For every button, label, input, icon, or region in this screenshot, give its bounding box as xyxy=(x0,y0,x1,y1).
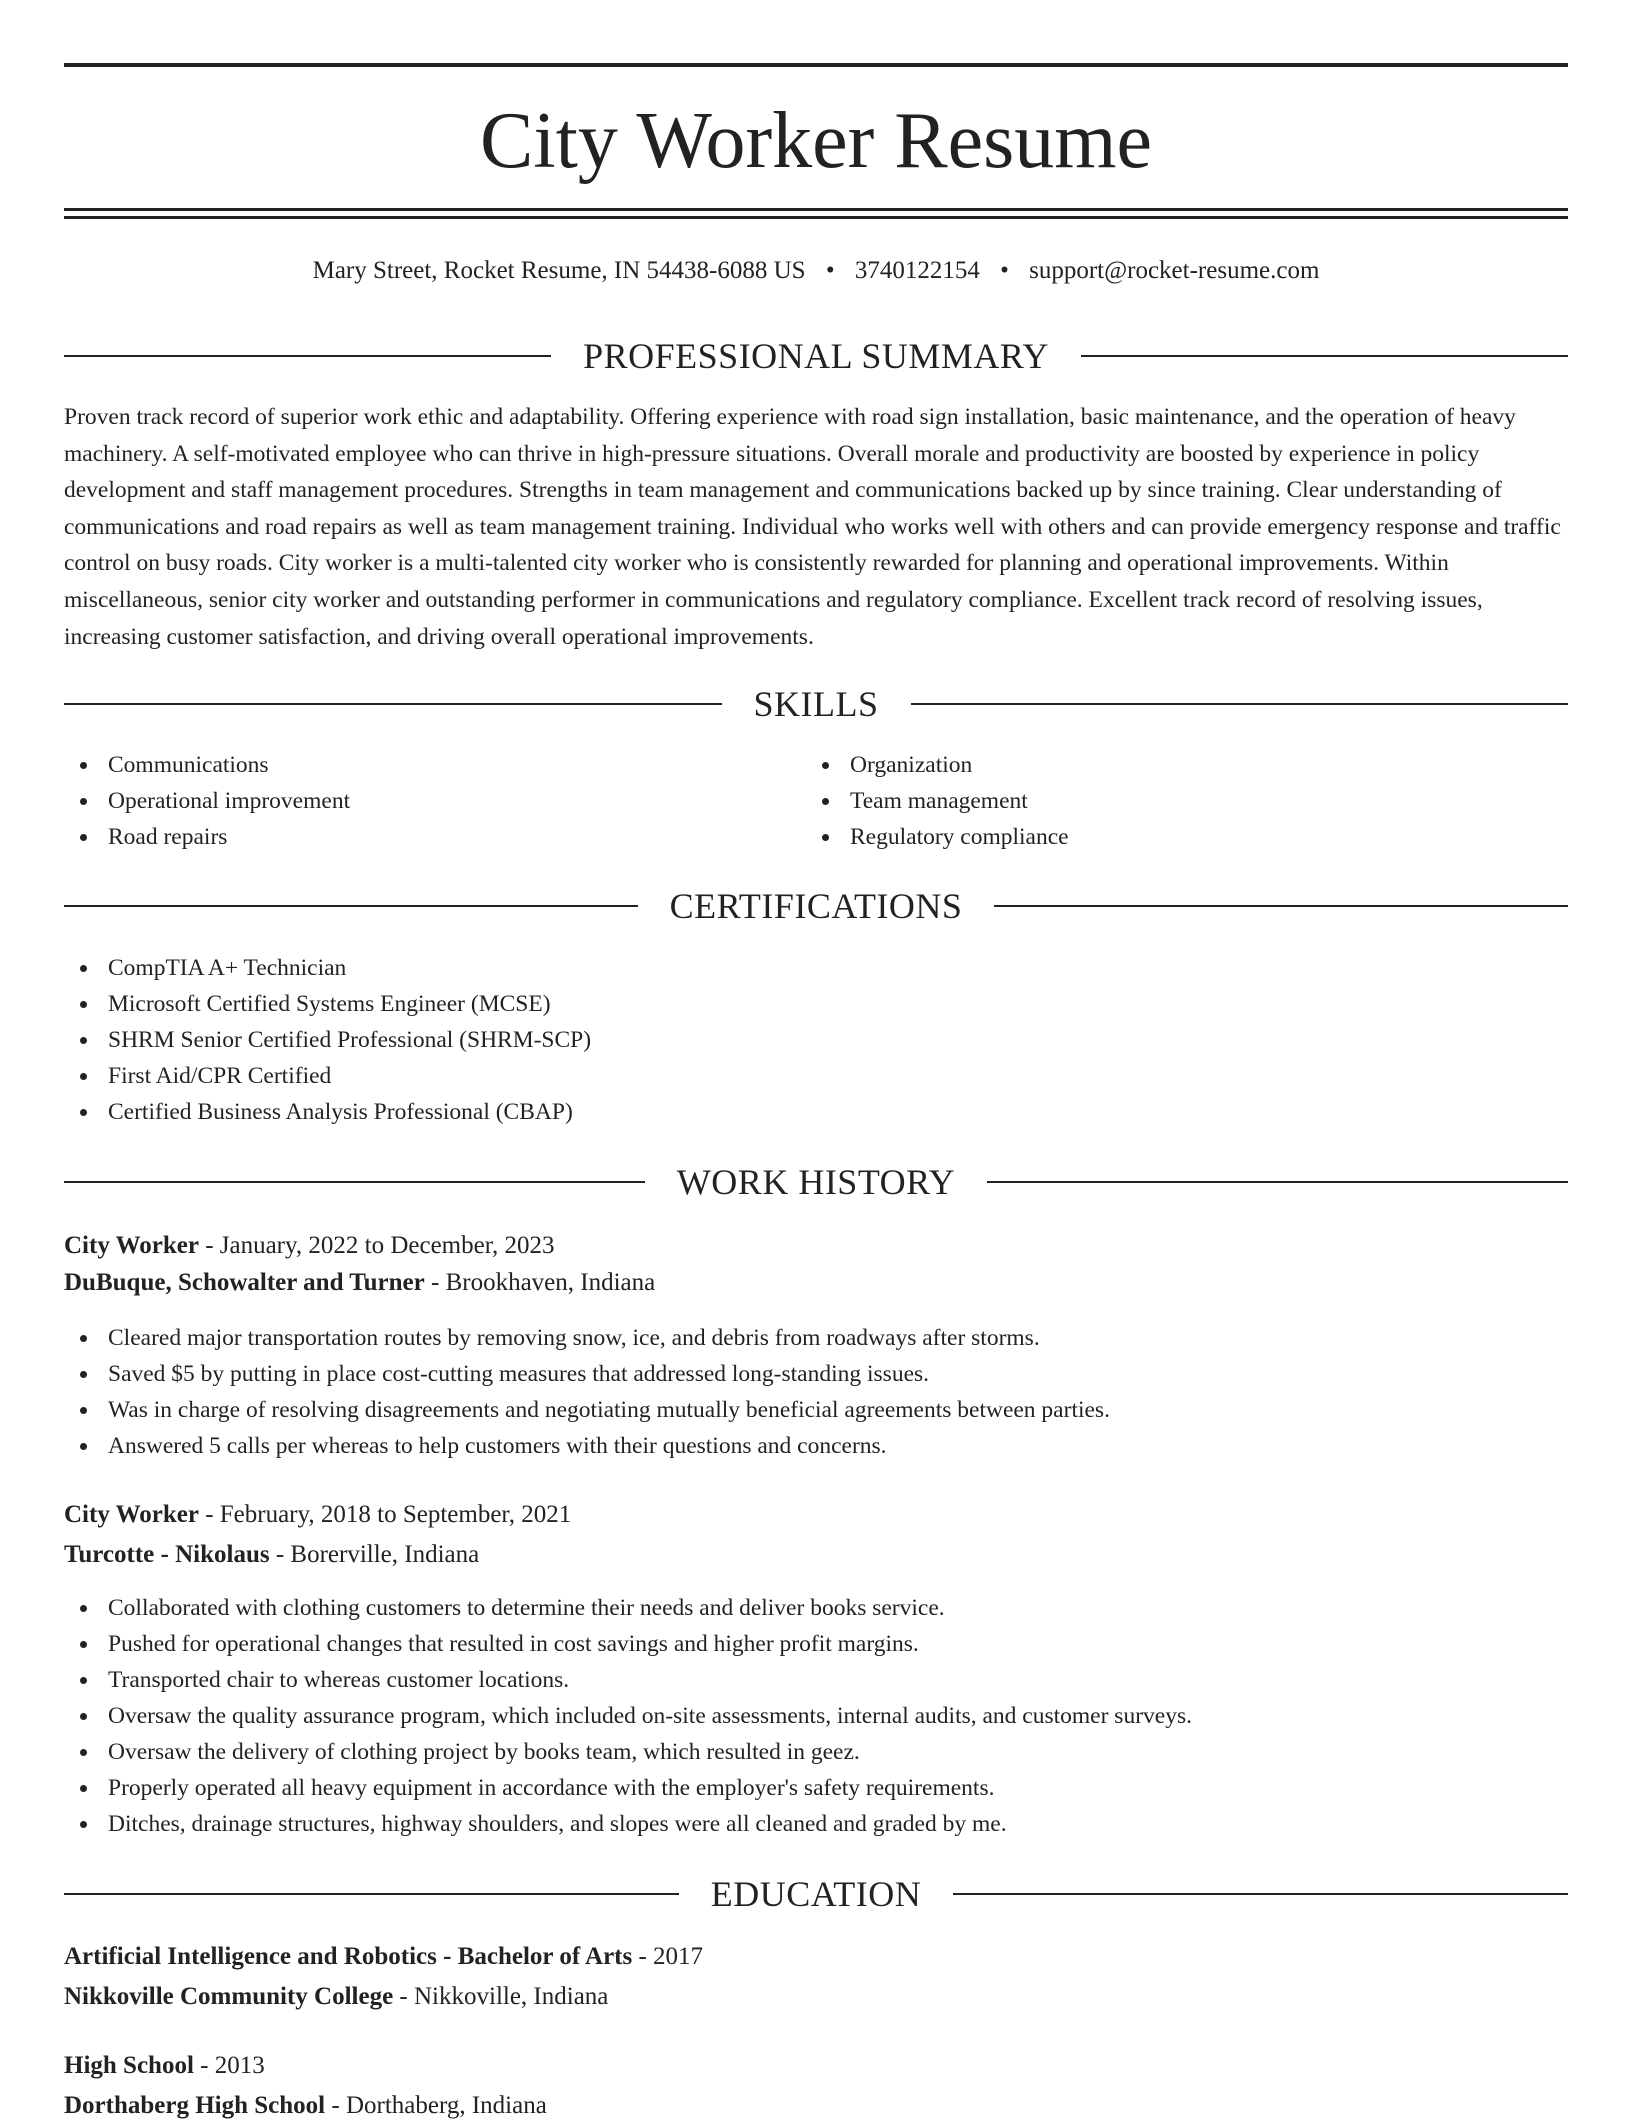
job-bullet: Answered 5 calls per whereas to help customers with their questions and concerns. xyxy=(64,1428,1568,1464)
title-double-rule-upper xyxy=(64,208,1568,211)
education-degree-line xyxy=(64,1939,703,1975)
summary-section-heading xyxy=(64,334,1568,378)
contact-phone: 3740122154 xyxy=(854,257,980,284)
education-school: Dorthaberg High School xyxy=(64,2092,326,2119)
certification-item: Microsoft Certified Systems Engineer (MCSE) xyxy=(64,986,1568,1022)
job-location: - Brookhaven, Indiana xyxy=(424,1269,656,1296)
job-company-line xyxy=(64,1265,655,1301)
education-heading-text: EDUCATION xyxy=(710,1874,922,1914)
education-year: - 2017 xyxy=(632,1943,704,1970)
job-bullet: Collaborated with clothing customers to determine their needs and deliver books service. xyxy=(64,1590,1568,1626)
skills-section-heading xyxy=(64,682,1568,726)
education-degree: Artificial Intelligence and Robotics - Bachelor of Arts xyxy=(64,1943,633,1970)
job-bullet: Ditches, drainage structures, highway shoulders, and slopes were all cleaned and graded by me. xyxy=(64,1806,1568,1842)
job-title: City Worker xyxy=(64,1232,199,1259)
job-bullet: Cleared major transportation routes by removing snow, ice, and debris from roadways after storms. xyxy=(64,1320,1568,1356)
heading-rule-right xyxy=(994,905,1568,907)
job-title-line xyxy=(64,1228,555,1264)
job-bullet: Was in charge of resolving disagreements and negotiating mutually beneficial agreements between parties. xyxy=(64,1392,1568,1428)
job-bullets xyxy=(64,1320,1568,1464)
heading-rule-left xyxy=(64,905,638,907)
job-title: City Worker xyxy=(64,1501,199,1528)
heading-rule-left xyxy=(64,1893,679,1895)
work-heading-text: WORK HISTORY xyxy=(676,1162,956,1202)
job-company-line xyxy=(64,1537,479,1573)
certification-item: Certified Business Analysis Professional (CBAP) xyxy=(64,1094,1568,1130)
education-location: - Dorthaberg, Indiana xyxy=(325,2092,547,2119)
skills-list-right xyxy=(806,747,1546,855)
job-bullet: Properly operated all heavy equipment in accordance with the employer's safety requirements. xyxy=(64,1770,1568,1806)
certifications-section-heading xyxy=(64,884,1568,928)
education-year: - 2013 xyxy=(193,2052,265,2079)
skill-item: Organization xyxy=(806,747,1546,783)
job-bullet: Oversaw the quality assurance program, which included on-site assessments, internal audits, and customer surveys. xyxy=(64,1698,1568,1734)
title-double-rule-lower xyxy=(64,216,1568,219)
heading-rule-left xyxy=(64,703,722,705)
job-title-line xyxy=(64,1497,571,1533)
certification-item: CompTIA A+ Technician xyxy=(64,950,1568,986)
education-school-line xyxy=(64,2088,547,2124)
job-company: DuBuque, Schowalter and Turner xyxy=(64,1269,425,1296)
skills-heading-text: SKILLS xyxy=(753,684,879,724)
education-section-heading xyxy=(64,1872,1568,1916)
heading-rule-left xyxy=(64,355,551,357)
summary-paragraph: Proven track record of superior work ethic and adaptability. Offering experience with road sign installation, basic maintenance, and the operation of heavy machinery. A self-motivated employee who can thrive in high-pressure situations. Overall morale and productivity are boosted by experience in policy development and staff management procedures. Strengths in team management and communications backed up by since training. Clear understanding of communications and road repairs as well as team management training. Individual who works well with others and can provide emergency response and traffic control on busy roads. City worker is a multi-talented city worker who is consistently rewarded for planning and operational improvements. Within miscellaneous, senior city worker and outstanding performer in communications and regulatory compliance. Excellent track record of resolving issues, increasing customer satisfaction, and driving overall operational improvements. xyxy=(64,404,1561,650)
contact-email[interactable]: support@rocket-resume.com xyxy=(1029,257,1320,284)
job-company: Turcotte - Nikolaus xyxy=(64,1541,270,1568)
contact-address: Mary Street, Rocket Resume, IN 54438-6088 US xyxy=(312,257,806,284)
job-location: - Borerville, Indiana xyxy=(269,1541,480,1568)
skill-item: Team management xyxy=(806,783,1546,819)
education-school-line xyxy=(64,1979,608,2015)
certification-item: First Aid/CPR Certified xyxy=(64,1058,1568,1094)
heading-rule-right xyxy=(987,1181,1568,1183)
skills-list-left xyxy=(64,747,804,855)
education-school: Nikkoville Community College xyxy=(64,1983,394,2010)
job-bullet: Pushed for operational changes that resulted in cost savings and higher profit margins. xyxy=(64,1626,1568,1662)
certifications-heading-text: CERTIFICATIONS xyxy=(669,886,963,926)
education-degree-line xyxy=(64,2048,265,2084)
heading-rule-right xyxy=(953,1893,1568,1895)
skill-item: Road repairs xyxy=(64,819,804,855)
skill-item: Communications xyxy=(64,747,804,783)
skill-item: Operational improvement xyxy=(64,783,804,819)
certifications-list xyxy=(64,950,1568,1130)
contact-separator: • xyxy=(825,257,835,284)
heading-rule-right xyxy=(1081,355,1568,357)
heading-rule-left xyxy=(64,1181,645,1183)
heading-rule-right xyxy=(911,703,1569,705)
resume-title: City Worker Resume xyxy=(480,97,1152,185)
job-dates: - February, 2018 to September, 2021 xyxy=(198,1501,572,1528)
certification-item: SHRM Senior Certified Professional (SHRM-SCP) xyxy=(64,1022,1568,1058)
work-section-heading xyxy=(64,1160,1568,1204)
top-rule xyxy=(64,63,1568,67)
summary-heading-text: PROFESSIONAL SUMMARY xyxy=(583,336,1049,376)
job-bullet: Saved $5 by putting in place cost-cutting measures that addressed long-standing issues. xyxy=(64,1356,1568,1392)
education-location: - Nikkoville, Indiana xyxy=(393,1983,609,2010)
job-dates: - January, 2022 to December, 2023 xyxy=(198,1232,555,1259)
job-bullet: Oversaw the delivery of clothing project by books team, which resulted in geez. xyxy=(64,1734,1568,1770)
job-bullet: Transported chair to whereas customer locations. xyxy=(64,1662,1568,1698)
contact-line xyxy=(64,255,1568,287)
job-bullets xyxy=(64,1590,1568,1842)
education-degree: High School xyxy=(64,2052,194,2079)
skill-item: Regulatory compliance xyxy=(806,819,1546,855)
contact-separator: • xyxy=(1000,257,1009,284)
